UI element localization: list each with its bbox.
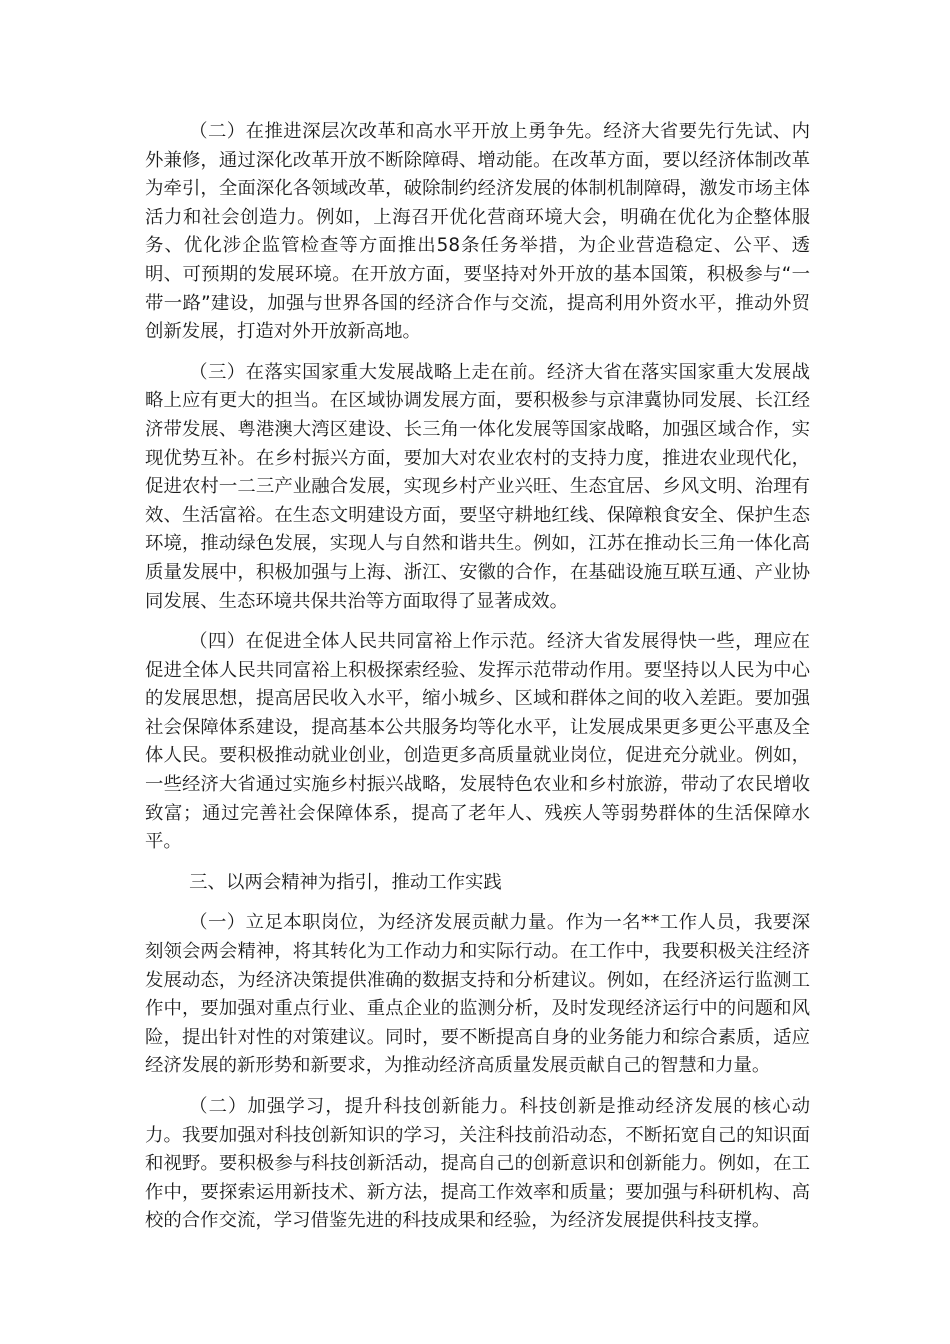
section-heading: 三、以两会精神为指引，推动工作实践 <box>189 871 502 893</box>
paragraph-job-post: （一）立足本职岗位，为经济发展贡献力量。作为一名**工作人员，我要深刻领会两会精神，将其转化为工作动力和实际行动。在工作中，我要积极关注经济发展动态，为经济决策提供准确的数据支持和分析建议。例如，在经济运行监测工作中，要加强对重点行业、重点企业的监测分析，及时发现经济运行中的问题和风险，提出针对性的对策建议。同时，要不断提高自身的业务能力和综合素质，适应经济发展的新形势和新要求，为推动经济高质量发展贡献自己的智慧和力量。 <box>145 912 810 1077</box>
paragraph-reform-opening: （二）在推进深层次改革和高水平开放上勇争先。经济大省要先行先试、内外兼修，通过深化改革开放不断除障碍、增动能。在改革方面，要以经济体制改革为牵引，全面深化各领域改革，破除制约经济发展的体制机制障碍，激发市场主体活力和社会创造力。例如，上海召开优化营商环境大会，明确在优化为企整体服务、优化涉企监管检查等方面推出58条任务举措，为企业营造稳定、公平、透明、可预期的发展环境。在开放方面，要坚持对外开放的基本国策，积极参与“一带一路”建设，加强与世界各国的经济合作与交流，提高利用外资水平，推动外贸创新发展，打造对外开放新高地。 <box>145 121 810 343</box>
paragraph-national-strategy: （三）在落实国家重大发展战略上走在前。经济大省在落实国家重大发展战略上应有更大的担当。在区域协调发展方面，要积极参与京津冀协同发展、长江经济带发展、粤港澳大湾区建设、长三角一体化发展等国家战略，加强区域合作，实现优势互补。在乡村振兴方面，要加大对农业农村的支持力度，推进农业现代化，促进农村一二三产业融合发展，实现乡村产业兴旺、生态宜居、乡风文明、治理有效、生活富裕。在生态文明建设方面，要坚守耕地红线、保障粮食安全、保护生态环境，推动绿色发展，实现人与自然和谐共生。例如，江苏在推动长三角一体化高质量发展中，积极加强与上海、浙江、安徽的合作，在基础设施互联互通、产业协同发展、生态环境共保共治等方面取得了显著成效。 <box>145 361 810 612</box>
paragraph-tech-innovation: （二）加强学习，提升科技创新能力。科技创新是推动经济发展的核心动力。我要加强对科技创新知识的学习，关注科技前沿动态，不断拓宽自己的知识面和视野。要积极参与科技创新活动，提高自己的创新意识和创新能力。例如，在工作中，要探索运用新技术、新方法，提高工作效率和质量；要加强与科研机构、高校的合作交流，学习借鉴先进的科技成果和经验，为经济发展提供科技支撑。 <box>145 1096 810 1232</box>
paragraph-common-prosperity: （四）在促进全体人民共同富裕上作示范。经济大省发展得快一些，理应在促进全体人民共同富裕上积极探索经验、发挥示范带动作用。要坚持以人民为中心的发展思想，提高居民收入水平，缩小城乡、区域和群体之间的收入差距。要加强社会保障体系建设，提高基本公共服务均等化水平，让发展成果更多更公平惠及全体人民。要积极推动就业创业，创造更多高质量就业岗位，促进充分就业。例如，一些经济大省通过实施乡村振兴战略，发展特色农业和乡村旅游，带动了农民增收致富；通过完善社会保障体系，提高了老年人、残疾人等弱势群体的生活保障水平。 <box>145 631 810 853</box>
document-page <box>145 118 810 1248</box>
